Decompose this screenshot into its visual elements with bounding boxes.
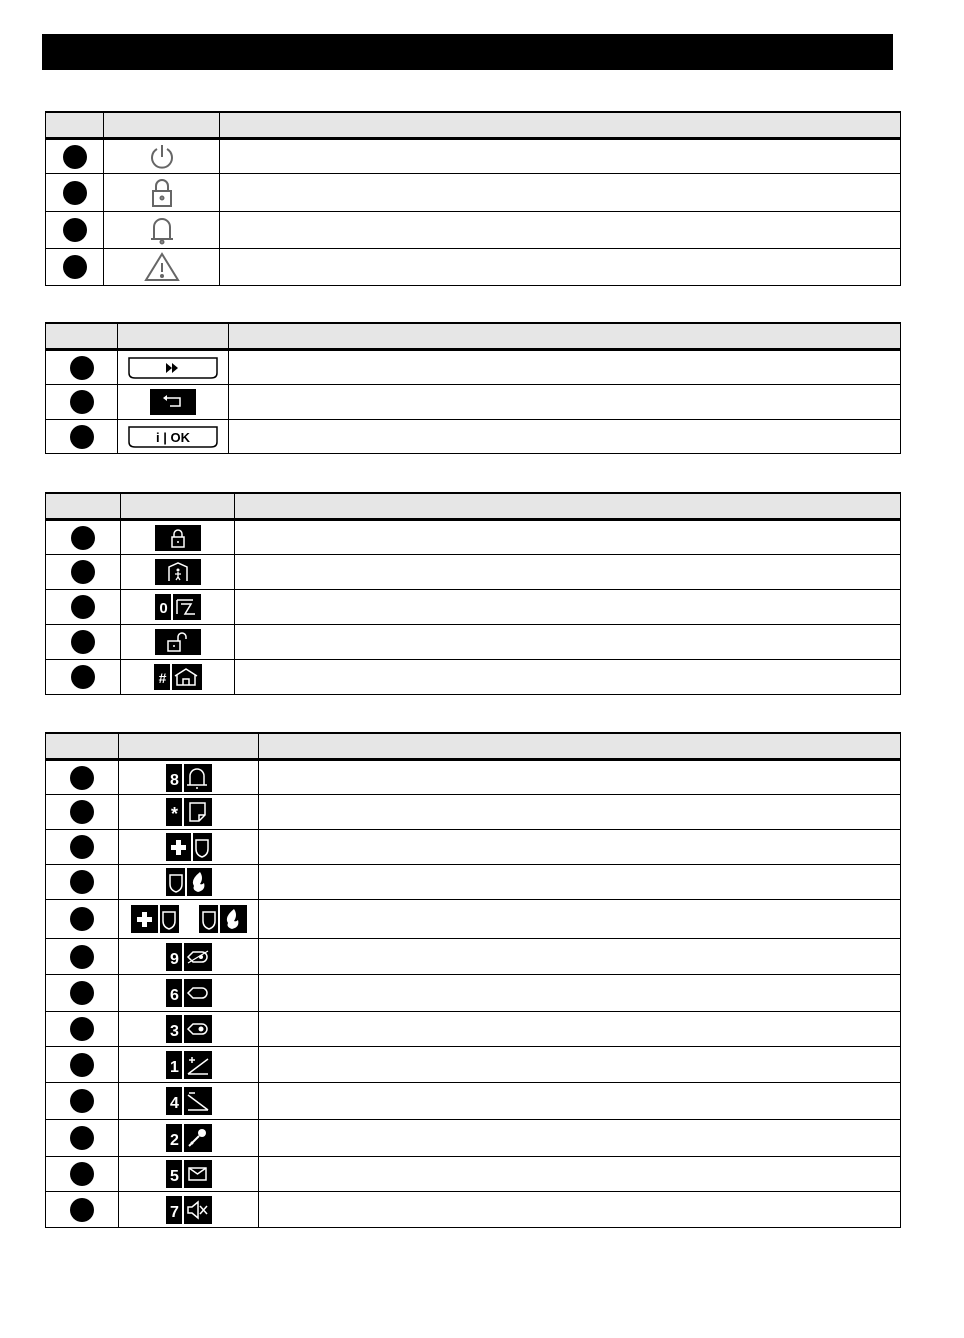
bullet-icon xyxy=(71,595,95,619)
description-cell xyxy=(259,939,901,975)
table-row xyxy=(46,1047,901,1083)
output-off-key-icon[interactable] xyxy=(166,979,212,1007)
description-cell xyxy=(220,249,901,286)
next-key-icon[interactable] xyxy=(127,355,219,381)
table-row xyxy=(46,865,901,900)
description-cell xyxy=(259,830,901,865)
record-key-icon[interactable] xyxy=(166,1124,212,1152)
bullet-icon xyxy=(70,1198,94,1222)
bullet-icon xyxy=(70,835,94,859)
instant-key-icon[interactable] xyxy=(155,594,201,620)
description-cell xyxy=(235,555,901,590)
control-keys-table xyxy=(45,322,901,454)
arm-lock-indicator-icon xyxy=(147,177,177,209)
volume-down-key-label: 4 xyxy=(169,1095,179,1112)
description-cell xyxy=(229,350,901,385)
partition-key-label: # xyxy=(158,670,166,686)
table-header-row xyxy=(46,493,901,520)
bullet-icon xyxy=(70,907,94,931)
header-cell xyxy=(46,733,119,760)
description-cell xyxy=(259,1120,901,1157)
description-cell xyxy=(220,212,901,249)
description-cell xyxy=(259,865,901,900)
description-cell xyxy=(259,760,901,795)
away-key-icon[interactable] xyxy=(155,525,201,551)
bullet-icon xyxy=(70,766,94,790)
description-cell xyxy=(259,1083,901,1120)
table-row xyxy=(46,555,901,590)
table-row xyxy=(46,975,901,1012)
bullet-icon xyxy=(70,356,94,380)
table-row xyxy=(46,420,901,454)
table-row xyxy=(46,174,901,212)
description-cell xyxy=(235,625,901,660)
header-cell xyxy=(229,323,901,350)
bullet-icon xyxy=(71,630,95,654)
back-key-icon[interactable] xyxy=(150,389,196,415)
description-cell xyxy=(259,975,901,1012)
description-cell xyxy=(220,139,901,174)
fire-key-icon[interactable] xyxy=(166,868,212,896)
table-row xyxy=(46,1083,901,1120)
bullet-icon xyxy=(71,665,95,689)
description-cell xyxy=(235,520,901,555)
home-key-icon[interactable] xyxy=(155,559,201,585)
bullet-icon xyxy=(63,255,87,279)
table-row xyxy=(46,900,901,939)
bullet-icon xyxy=(70,870,94,894)
table-row xyxy=(46,1120,901,1157)
table-row xyxy=(46,660,901,695)
output-control-key-icon[interactable] xyxy=(166,943,212,971)
table-row xyxy=(46,212,901,249)
output-on-key-label: 3 xyxy=(169,1023,179,1040)
power-indicator-icon xyxy=(147,142,177,172)
bullet-icon xyxy=(63,145,87,169)
header-cell xyxy=(104,112,220,139)
table-row xyxy=(46,350,901,385)
message-key-label: 5 xyxy=(169,1168,179,1185)
table-row xyxy=(46,1192,901,1228)
table-row xyxy=(46,385,901,420)
emergency-key-icon[interactable] xyxy=(166,833,212,861)
description-cell xyxy=(259,1192,901,1228)
ok-key-icon[interactable] xyxy=(127,424,219,450)
header-cell xyxy=(259,733,901,760)
memory-key-icon[interactable] xyxy=(166,798,212,826)
bullet-icon xyxy=(70,1017,94,1041)
header-cell xyxy=(119,733,259,760)
panic-key-icon[interactable] xyxy=(131,905,247,933)
partition-key-icon[interactable] xyxy=(154,664,202,690)
table-header-row xyxy=(46,733,901,760)
page-title-bar xyxy=(42,34,893,70)
bullet-icon xyxy=(70,1053,94,1077)
bullet-icon xyxy=(70,1089,94,1113)
bullet-icon xyxy=(71,560,95,584)
trouble-warning-indicator-icon xyxy=(143,251,181,283)
bullet-icon xyxy=(70,945,94,969)
volume-up-key-icon[interactable] xyxy=(166,1051,212,1079)
description-cell xyxy=(259,795,901,830)
description-cell xyxy=(229,385,901,420)
chime-key-label: 8 xyxy=(169,771,179,789)
bullet-icon xyxy=(70,1162,94,1186)
alarm-bell-indicator-icon xyxy=(147,214,177,246)
description-cell xyxy=(259,1012,901,1047)
volume-down-key-icon[interactable] xyxy=(166,1087,212,1115)
bullet-icon xyxy=(70,981,94,1005)
table-row xyxy=(46,520,901,555)
table-row xyxy=(46,795,901,830)
table-row xyxy=(46,139,901,174)
description-cell xyxy=(259,1157,901,1192)
table-row xyxy=(46,590,901,625)
bullet-icon xyxy=(70,425,94,449)
message-key-icon[interactable] xyxy=(166,1160,212,1188)
table-row xyxy=(46,1012,901,1047)
header-cell xyxy=(118,323,229,350)
memory-key-label: * xyxy=(170,804,178,824)
table-row xyxy=(46,625,901,660)
header-cell xyxy=(46,323,118,350)
header-cell xyxy=(235,493,901,520)
indicators-table xyxy=(45,111,901,286)
output-control-key-label: 9 xyxy=(169,950,179,968)
bullet-icon xyxy=(70,800,94,824)
table-row xyxy=(46,249,901,286)
description-cell xyxy=(235,590,901,625)
bullet-icon xyxy=(70,1126,94,1150)
description-cell xyxy=(229,420,901,454)
header-cell xyxy=(46,493,121,520)
table-row xyxy=(46,760,901,795)
output-on-key-icon[interactable] xyxy=(166,1015,212,1043)
output-off-key-label: 6 xyxy=(169,987,179,1004)
description-cell xyxy=(235,660,901,695)
chime-key-icon[interactable] xyxy=(166,764,212,792)
table-row xyxy=(46,1157,901,1192)
bullet-icon xyxy=(63,181,87,205)
header-cell xyxy=(46,112,104,139)
bullet-icon xyxy=(70,390,94,414)
mute-key-icon[interactable] xyxy=(166,1196,212,1224)
arming-keys-table xyxy=(45,492,901,695)
bullet-icon xyxy=(71,526,95,550)
volume-up-key-label: 1 xyxy=(169,1058,179,1076)
header-cell xyxy=(220,112,901,139)
header-cell xyxy=(121,493,235,520)
table-header-row xyxy=(46,112,901,139)
ok-key-label: i | OK xyxy=(156,429,190,445)
description-cell xyxy=(259,1047,901,1083)
bullet-icon xyxy=(63,218,87,242)
description-cell xyxy=(220,174,901,212)
table-row xyxy=(46,830,901,865)
mute-key-label: 7 xyxy=(169,1203,179,1221)
description-cell xyxy=(259,900,901,939)
function-keys-table xyxy=(45,732,901,1228)
instant-key-label: 0 xyxy=(158,600,168,617)
record-key-label: 2 xyxy=(169,1132,179,1149)
table-header-row xyxy=(46,323,901,350)
disarm-key-icon[interactable] xyxy=(155,629,201,655)
table-row xyxy=(46,939,901,975)
